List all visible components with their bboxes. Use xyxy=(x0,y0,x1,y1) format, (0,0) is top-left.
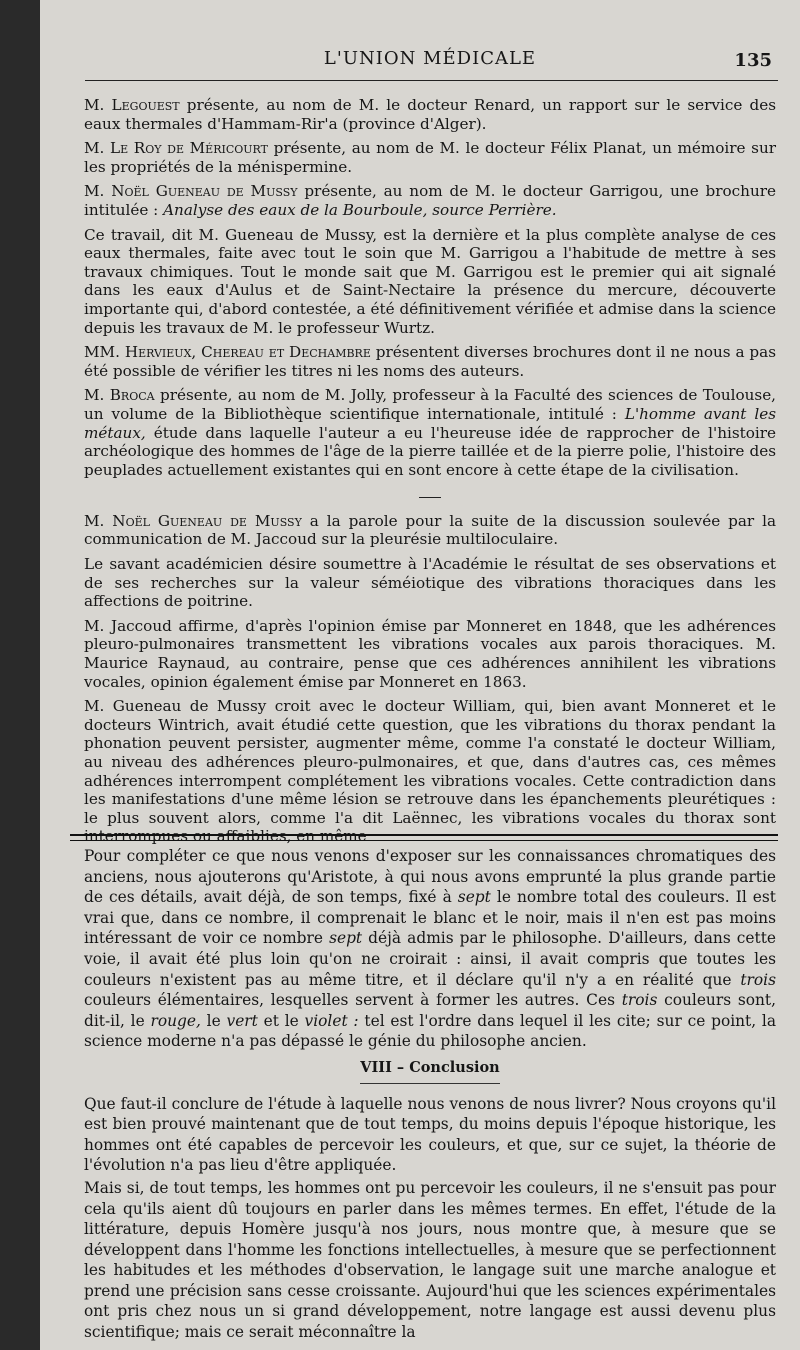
paragraph-text: a la parole pour la suite de la discussion soulevée par la communication de M. Jaccoud sur la pleurésie multiloculaire. xyxy=(84,511,776,549)
paragraph: Le savant académicien désire soumettre à l'Académie le résultat de ses observations et de ses recherches sur la valeur séméiotique des vibrations thoraciques dans les affections de poitrine. xyxy=(84,555,776,611)
speaker-name: M. Le Roy de Méricourt xyxy=(84,139,268,158)
paragraph: Que faut-il conclure de l'étude à laquelle nous venons de nous livrer? Nous croyons qu'il est bien prouvé maintenant que de tout temps, du moins depuis l'époque historique, les hommes ont été capables de percevoir les couleurs, et que, sur ce sujet, la théorie de l'évolution n'a pas lieu d'être appliquée. xyxy=(84,1094,776,1175)
section-heading-rule xyxy=(360,1083,500,1084)
paragraph: M. Gueneau de Mussy croit avec le docteur William, qui, bien avant Monneret et le docteurs Wintrich, avait étudié cette question, que les vibrations du thorax pendant la phonation peuvent persister, augmenter même, comme l'a constaté le docteur William, au niveau des adhérences pleuro-pulmonaires, et que, dans d'autres cas, ces mêmes adhérences interrompent complétement les vibrations vocales. Cette contradiction dans les manifestations d'une même lésion se retrouve dans les épanchements pleurétiques : le plus souvent alors, comme l'a dit Laënnec, les vibrations vocales du thorax sont interrompues ou affaiblies, en même xyxy=(84,697,776,846)
document-page xyxy=(40,0,800,1350)
speaker-name: M. Legouest xyxy=(84,96,180,114)
header-rule xyxy=(85,80,778,81)
journal-title: L'UNION MÉDICALE xyxy=(323,48,537,69)
feuilleton-divider xyxy=(70,834,778,841)
paragraph-text: présentent diverses brochures dont il ne nous a pas été possible de vérifier les titres ni les noms des auteurs. xyxy=(84,343,776,380)
paragraph xyxy=(84,182,776,219)
paragraph-text: présente, au nom de M. le docteur Renard, un rapport sur le service des eaux thermales d'Hammam-Rir'a (province d'Alger). xyxy=(84,96,776,133)
paragraph-text: présente, au nom de M. Jolly, professeur à la Faculté des sciences de Toulouse, un volume de la Bibliothèque scientifique internationale, intitulé : xyxy=(84,386,777,423)
paragraph-text: présente, au nom de M. le docteur Garrigou, une brochure intitulée : xyxy=(84,182,776,219)
page-number: 135 xyxy=(734,50,772,71)
paragraph: Ce travail, dit M. Gueneau de Mussy, est la dernière et la plus complète analyse de ces eaux thermales, faite avec tout le soin que M. Garrigou a l'habitude de mettre à ses travaux chimiques. Tout le monde sait que M. Garrigou est le premier qui ait signalé dans les eaux d'Aulus et de Saint-Nectaire la présence du mercure, découverte importante qui, d'abord contestée, a été définitivement vérifiée et admise dans la science depuis les travaux de M. le professeur Wurtz. xyxy=(84,225,776,337)
paragraph xyxy=(84,96,776,133)
speaker-name: MM. Hervieux, Chereau et Dechambre xyxy=(84,343,371,362)
speaker-name: M. Noël Gueneau de Mussy xyxy=(84,511,302,530)
speaker-name: M. Broca xyxy=(84,386,155,405)
paragraph xyxy=(84,343,776,380)
page-header xyxy=(80,44,780,72)
paragraph: Mais si, de tout temps, les hommes ont pu percevoir les couleurs, il ne s'ensuit pas pour cela qu'ils aient dû toujours en parler dans les mêmes termes. En effet, l'étude de la littérature, depuis Homère jusqu'à nos jours, nous montre que, à mesure que se développent dans l'homme les fonctions intellectuelles, à mesure que se perfectionnent les habitudes et les méthodes d'observation, le langage suit une marche analogue et prend une précision sans cesse croissante. Aujourd'hui que les sciences expérimentales ont pris chez nous un si grand développement, notre langage est aussi devenu plus scientifique; mais ce serait méconnaître la xyxy=(84,1178,776,1342)
paragraph-text: étude dans laquelle l'auteur a eu l'heureuse idée de rapprocher de l'histoire archéologique des hommes de l'âge de la pierre taillée et de la pierre polie, l'histoire des peuplades actuellement existantes qui en sont encore à cette étape de la civilisation. xyxy=(84,423,776,479)
work-title: L'homme avant les métaux, xyxy=(84,404,776,442)
work-title: Analyse des eaux de la Bourboule, source Perrière. xyxy=(163,200,557,219)
section-separator xyxy=(84,487,776,506)
paragraph xyxy=(84,386,776,479)
section-heading: VIII – Conclusion xyxy=(360,1058,500,1076)
academy-report-column xyxy=(84,96,776,852)
feuilleton-column xyxy=(84,846,776,1345)
paragraph: M. Jaccoud affirme, d'après l'opinion émise par Monneret en 1848, que les adhérences pleuro-pulmonaires transmettent les vibrations vocales aux parois thoraciques. M. Maurice Raynaud, au contraire, pense que ces adhérences annihilent les vibrations vocales, opinion également émise par Monneret en 1863. xyxy=(84,616,776,691)
paragraph xyxy=(84,512,776,549)
speaker-name: M. Noël Gueneau de Mussy xyxy=(84,182,298,201)
paragraph xyxy=(84,139,776,176)
paragraph: Pour compléter ce que nous venons d'exposer sur les connaissances chromatiques des anciens, nous ajouterons qu'Aristote, à qui nous avons emprunté la plus grande partie de ces détails, avait déjà, de son temps, fixé à sept le nombre total des couleurs. Il est vrai que, dans ce nombre, il comprenait le blanc et le noir, mais il n'en est pas moins intéressant de voir ce nombre sept déjà admis par le philosophe. D'ailleurs, dans cette voie, il avait été plus loin qu'on ne croirait : ainsi, il avait compris que toutes les couleurs n'existent pas au même titre, et il déclare qu'il n'y a en réalité que trois couleurs élémentaires, lesquelles servent à former les autres. Ces trois couleurs sont, dit-il, le rouge, le vert et le violet : tel est l'ordre dans lequel il les cite; sur ce point, la science moderne n'a pas dépassé le génie du philosophe ancien. xyxy=(84,847,777,1051)
paragraph-text: présente, au nom de M. le docteur Félix Planat, un mémoire sur les propriétés de la ménispermine. xyxy=(84,139,777,176)
